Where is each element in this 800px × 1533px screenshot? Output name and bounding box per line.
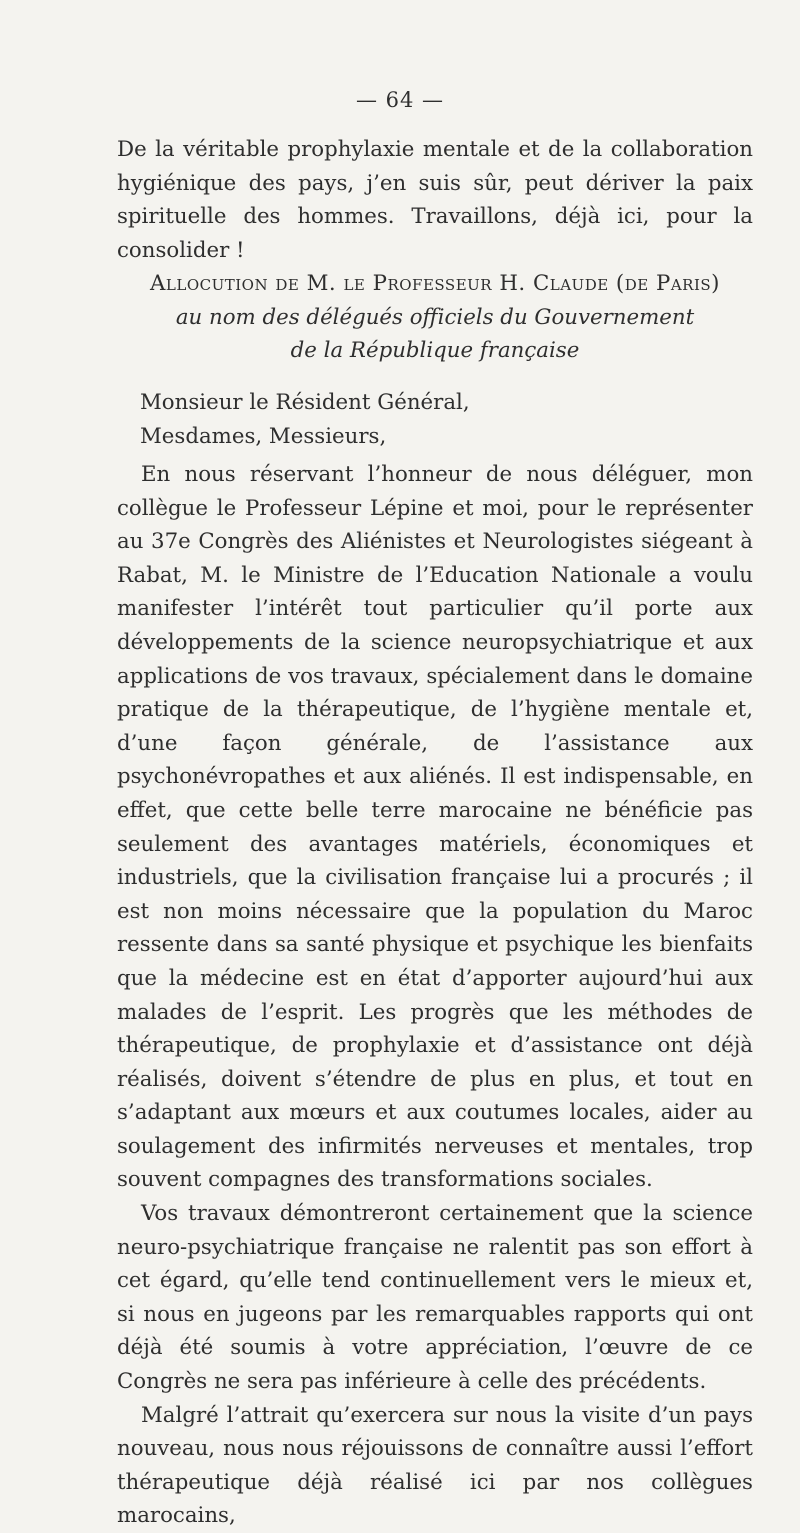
body-paragraph-3: Malgré l’attrait qu’exercera sur nous la visite d’un pays nouveau, nous nous réjouissons de connaître aussi l’effort thérapeutique déjà réalisé ici par nos collègues marocains, <box>117 1402 753 1529</box>
intro-paragraph-block <box>117 133 753 267</box>
body-paragraph-1: En nous réservant l’honneur de nous déléguer, mon collègue le Professeur Lépine et moi, pour le représenter au 37e Congrès des Aliénistes et Neurologistes siégeant à Rabat, M. le Ministre de l’Education Nationale a voulu manifester l’intérêt tout particulier qu’il porte aux développements de la science neuropsychiatrique et aux applications de vos travaux, spécialement dans le domaine pratique de la thérapeutique, de l’hygiène mentale et, d’une façon générale, de l’assistance aux psychonévropathes et aux aliénés. Il est indispensable, en effet, que cette belle terre marocaine ne bénéficie pas seulement des avantages matériels, économiques et industriels, que la civilisation française lui a procurés ; il est non moins nécessaire que la population du Maroc ressente dans sa santé physique et psychique les bienfaits que la médecine est en état d’apporter aujourd’hui aux malades de l’esprit. Les progrès que les méthodes de thérapeutique, de prophylaxie et d’assistance ont déjà réalisés, doivent s’étendre de plus en plus, et tout en s’adaptant aux mœurs et aux coutumes locales, aider au soulagement des infirmités nerveuses et mentales, trop souvent compagnes des transformations sociales. <box>117 462 753 1193</box>
body-paragraph-2: Vos travaux démontreront certainement que la science neuro-psychiatrique française ne ralentit pas son effort à cet égard, qu’elle tend continuellement vers le mieux et, si nous en jugeons par les remarquables rapports qui ont déjà été soumis à votre appréciation, l’œuvre de ce Congrès ne sera pas inférieure à celle des précédents. <box>117 1201 753 1395</box>
heading-subtitle-line2: de la République française <box>290 338 580 364</box>
heading-title: Allocution de M. le Professeur H. Claude (de Paris) <box>150 271 720 296</box>
salutation <box>140 386 470 453</box>
body-text <box>117 458 753 1533</box>
intro-paragraph: De la véritable prophylaxie mentale et de la collaboration hygiénique des pays, j’en suis sûr, peut dériver la paix spirituelle des hommes. Travaillons, déjà ici, pour la consolider ! <box>117 137 753 263</box>
allocution-heading <box>117 267 753 368</box>
salutation-line-1: Monsieur le Résident Général, <box>140 390 470 415</box>
page-number: — 64 — <box>355 88 445 112</box>
heading-subtitle-line1: au nom des délégués officiels du Gouvernement <box>175 304 695 330</box>
salutation-line-2: Mesdames, Messieurs, <box>140 423 387 449</box>
